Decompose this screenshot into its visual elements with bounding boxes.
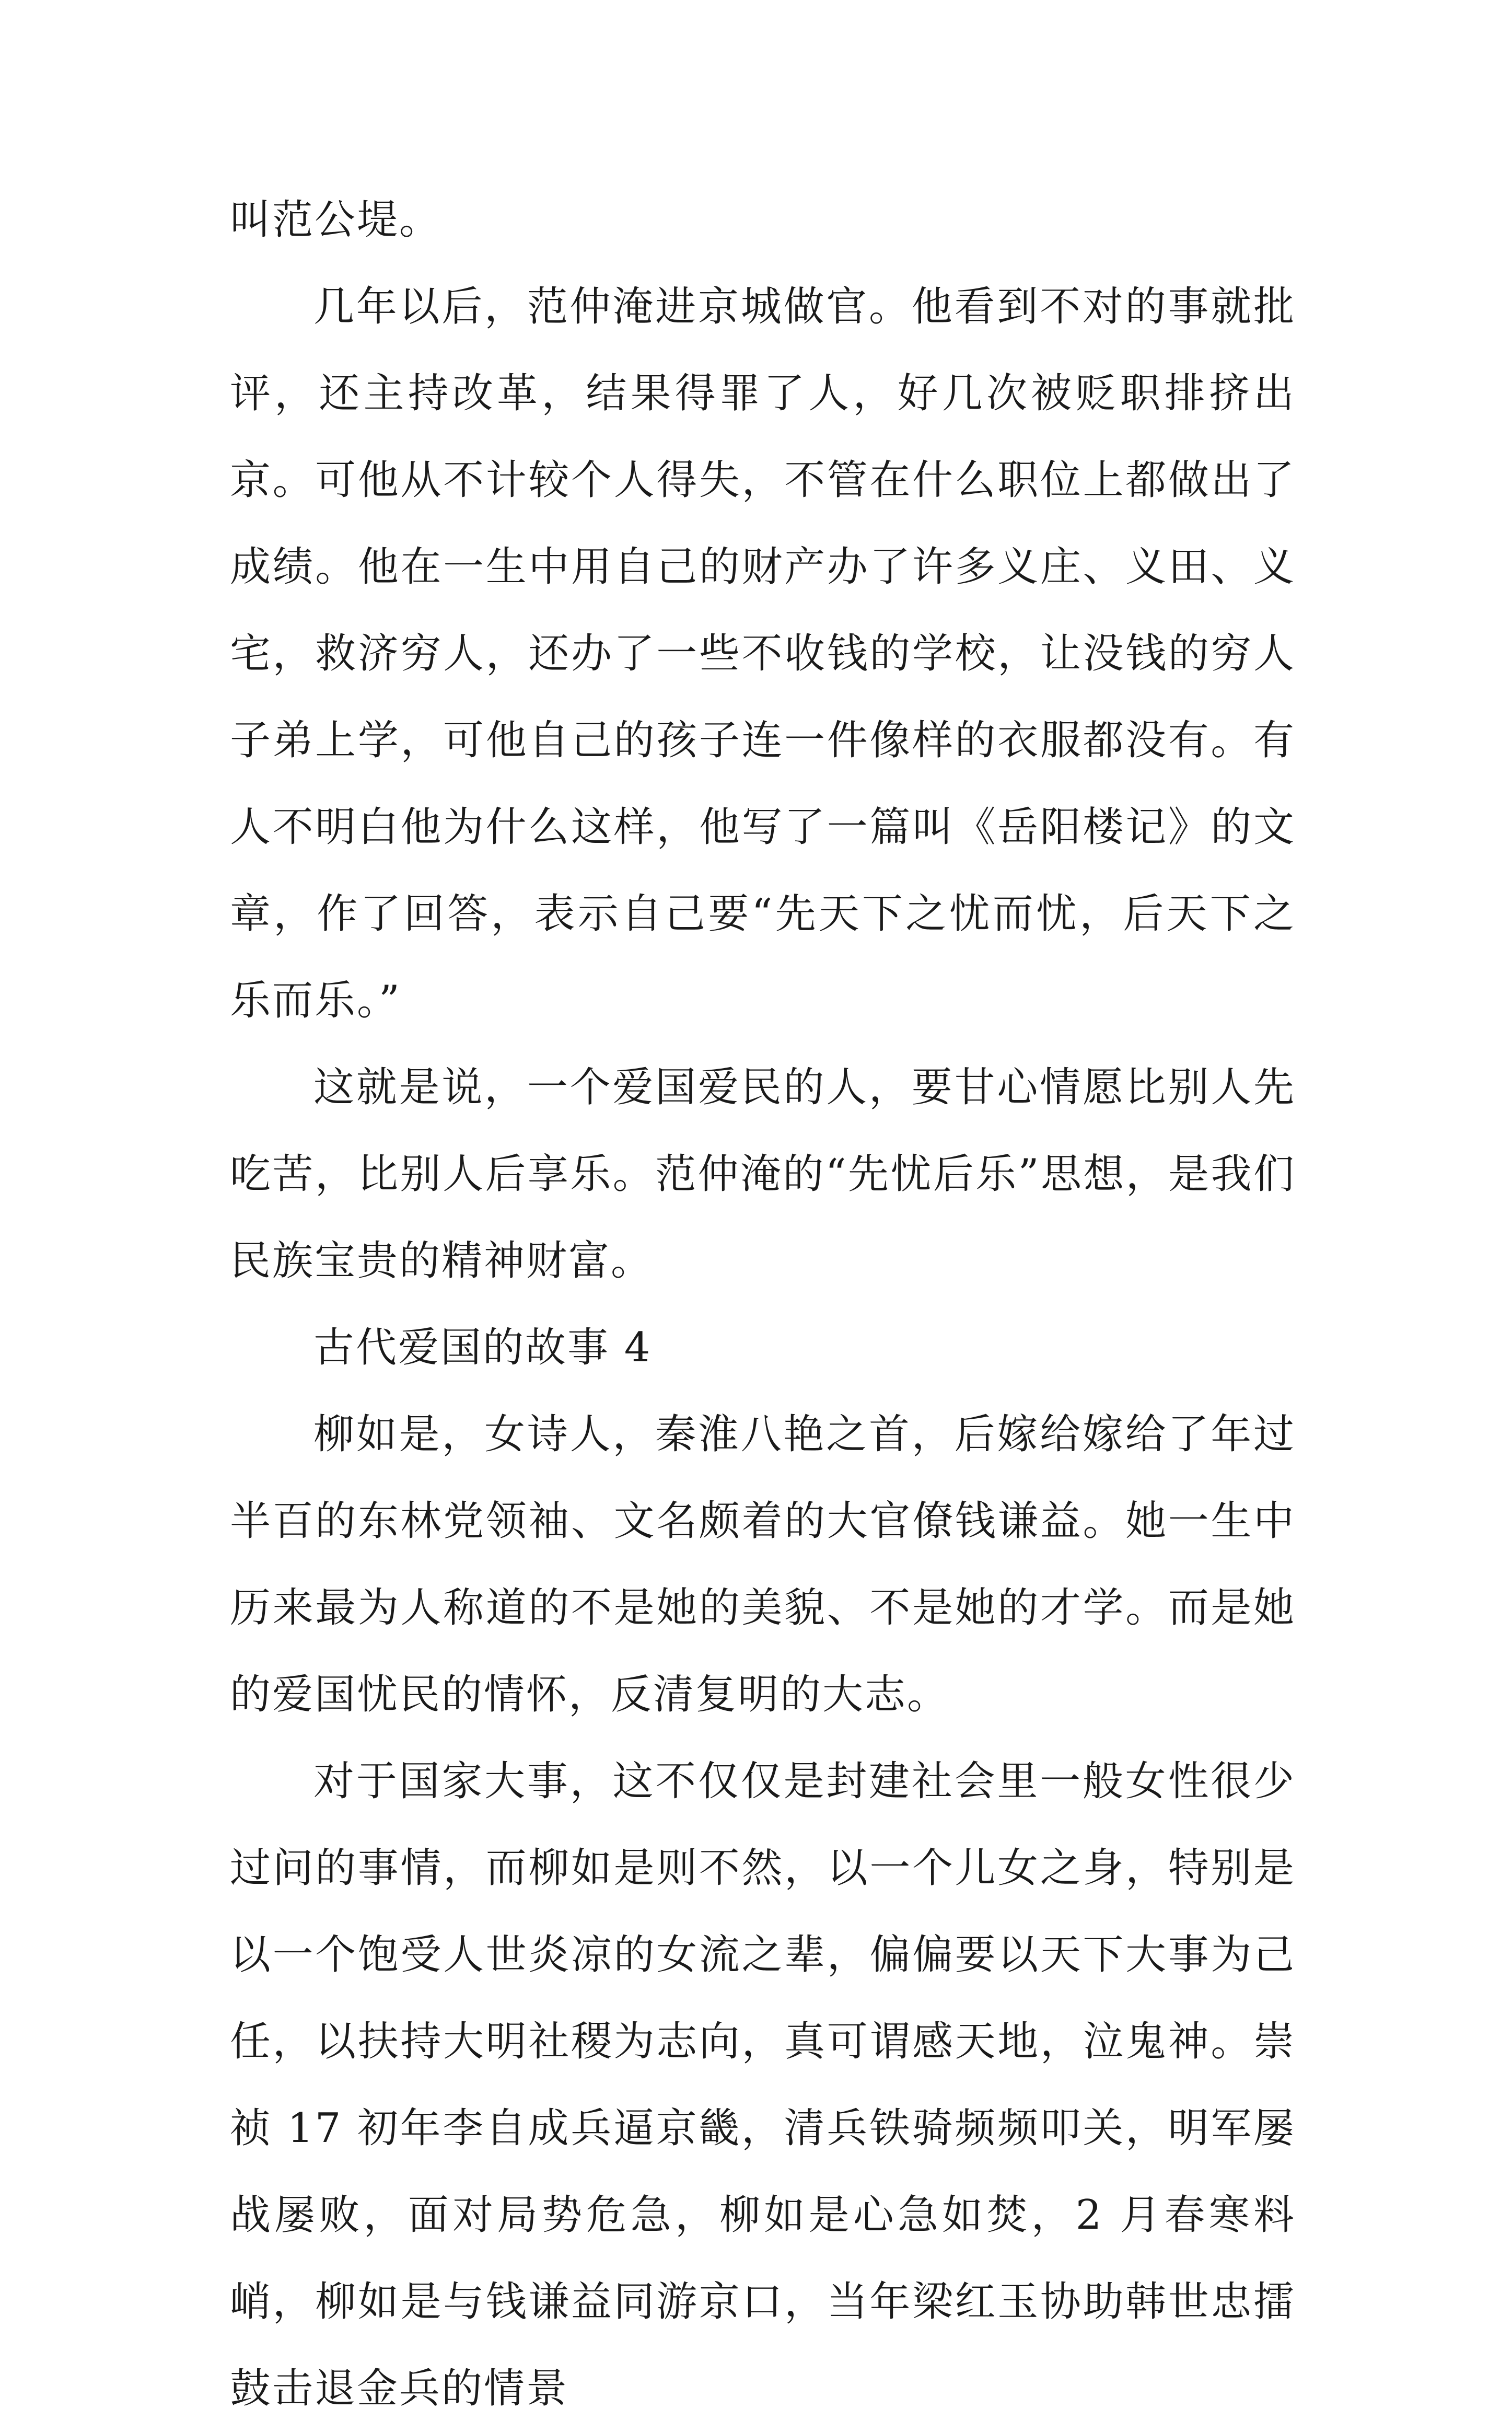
paragraph-continuation: 叫范公堤。 bbox=[230, 196, 442, 244]
document-body bbox=[230, 177, 1296, 2432]
paragraph: 几年以后，范仲淹进京城做官。他看到不对的事就批评，还主持改革，结果得罪了人，好几次被贬职排挤出京。可他从不计较个人得失，不管在什么职位上都做出了成绩。他在一生中用自己的财产办了许多义庄、义田、义宅，救济穷人，还办了一些不收钱的学校，让没钱的穷人子弟上学，可他自己的孩子连一件像样的衣服都没有。有人不明白他为什么这样，他写了一篇叫《岳阳楼记》的文章，作了回答，表示自己要“先天下之忧而忧，后天下之乐而乐。” bbox=[230, 283, 1296, 1024]
section-heading: 古代爱国的故事 4 bbox=[313, 1324, 652, 1371]
paragraph: 对于国家大事，这不仅仅是封建社会里一般女性很少过问的事情，而柳如是则不然，以一个儿女之身，特别是以一个饱受人世炎凉的女流之辈，偏偏要以天下大事为己任，以扶持大明社稷为志向，真可谓感天地，泣鬼神。崇祯 17 初年李自成兵逼京畿，清兵铁骑频频叩关，明军屡战屡败，面对局势危急，柳如是心急如焚，2 月春寒料峭，柳如是与钱谦益同游京口，当年梁红玉协助韩世忠擂鼓击退金兵的情景 bbox=[230, 1758, 1296, 2412]
paragraph: 柳如是，女诗人，秦淮八艳之首，后嫁给嫁给了年过半百的东林党领袖、文名颇着的大官僚钱谦益。她一生中历来最为人称道的不是她的美貌、不是她的才学。而是她的爱国忧民的情怀，反清复明的大志。 bbox=[230, 1411, 1296, 1718]
paragraph: 这就是说，一个爱国爱民的人，要甘心情愿比别人先吃苦，比别人后享乐。范仲淹的“先忧后乐”思想，是我们民族宝贵的精神财富。 bbox=[230, 1064, 1296, 1284]
